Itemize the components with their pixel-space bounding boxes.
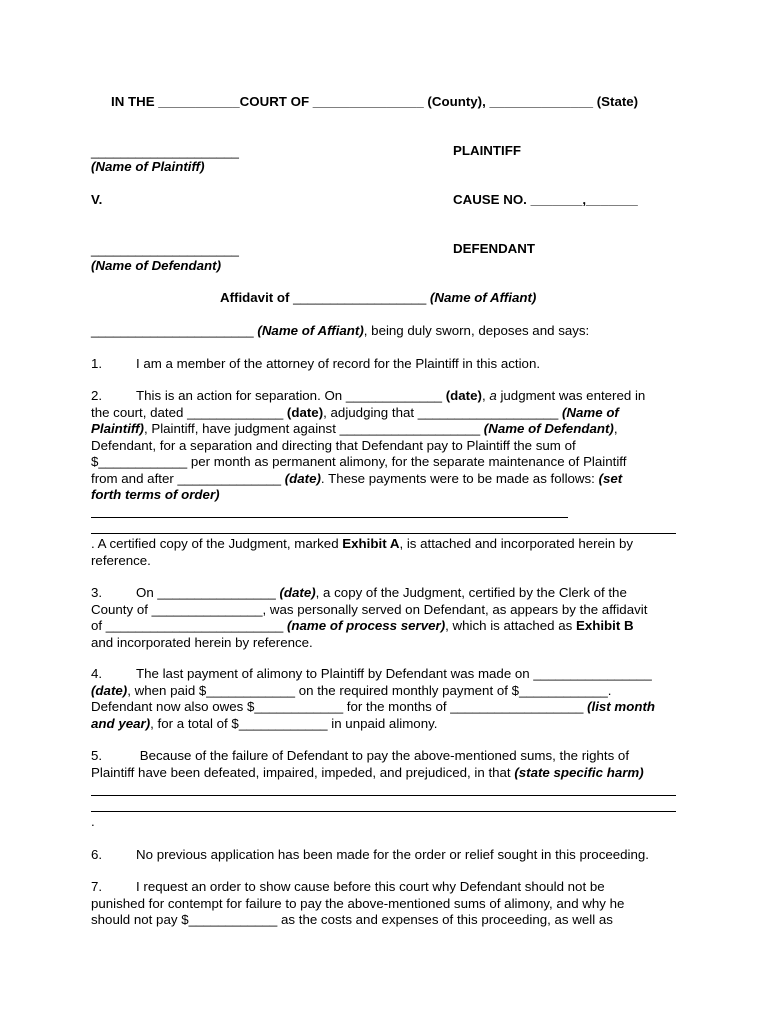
plaintiff-name-label: (Name of Plaintiff) [91,159,205,174]
harm-blank-line-2 [91,811,676,812]
harm-blank-line-1 [91,795,676,796]
paragraph-7 [91,879,681,929]
defendant-name-blank: ____________________ [91,242,239,257]
intro-affiant: (Name of Affiant) [257,323,364,338]
paragraph-number: 5. [91,748,103,763]
paragraph-number: 2. [91,388,103,403]
intro-text: , being duly sworn, deposes and says: [363,323,590,338]
text-run: Defendant, for a separation and directing that Defendant pay to Plaintiff the sum of [91,437,576,453]
caption-in-the: IN THE ___________ [111,94,240,109]
paragraph-2-continued [91,536,681,569]
terms-blank-line-2 [91,533,676,534]
paragraph-text: I am a member of the attorney of record for the Plaintiff in this action. [136,356,541,371]
text-run: Because of the failure of Defendant to pay the above-mentioned sums, the rights of [136,748,630,763]
paragraph-text: No previous application has been made for the order or relief sought in this proceeding. [136,847,649,862]
paragraph-number: 6. [91,847,103,862]
title-affiant: (Name of Affiant) [429,290,537,305]
text-run: . These payments were to be made as follows: [320,470,599,486]
affidavit-title [220,290,536,306]
text-run: , which is attached as [445,618,576,633]
text-run: Plaintiff have been defeated, impaired, impeded, and prejudiced, in that [91,764,515,780]
intro-line [91,323,589,339]
text-run: (Name of [558,404,619,420]
paragraph-6 [91,847,681,864]
caption-court-of: COURT OF [239,94,310,109]
defendant-name-label: (Name of Defendant) [91,258,222,273]
paragraph-1 [91,356,681,373]
text-run: (name of process server) [283,618,446,633]
text-run: . A certified copy of the Judgment, marked [91,536,343,551]
text-run: (Name of Defendant) [480,421,614,436]
paragraph-number: 3. [91,585,103,600]
text-run: and incorporated herein by reference. [91,634,313,650]
defendant-title: DEFENDANT [453,241,535,256]
text-run: judgment was entered in [496,388,646,403]
text-run: The last payment of alimony to Plaintiff by Defendant was made on ________________ [136,666,652,681]
caption-county-blank: _______________ [312,94,424,109]
caption-state-blank: ______________ [489,94,594,109]
text-run: I request an order to show cause before this court why Defendant should not be [136,879,605,894]
text-run: the court, dated _____________ [91,404,284,420]
text-run: , adjudging that ___________________ [323,404,559,420]
text-run: Defendant now also owes $____________ for the months of __________________ [91,699,584,714]
paragraph-4 [91,666,681,732]
text-run: Plaintiff) [91,421,144,436]
text-run: from and after ______________ [91,470,282,486]
paragraph-number: 7. [91,879,103,894]
plaintiff-title: PLAINTIFF [453,143,521,158]
plaintiff-name-blank: ____________________ [91,144,239,159]
text-run: (date) [91,682,128,698]
title-prefix: Affidavit of [220,290,290,305]
text-run: This is an action for separation. On _____________ [136,388,443,403]
text-run: , is attached and incorporated herein by [399,536,634,551]
text-run: (date) [442,388,482,403]
text-run: $____________ per month as permanent alimony, for the separate maintenance of Plaintiff [91,454,627,469]
paragraph-number: 4. [91,666,103,681]
harm-terminator: . [91,814,95,829]
text-run: and year) [91,715,151,731]
text-run: punished for contempt for failure to pay the above-mentioned sums of alimony, and why he [91,895,625,911]
text-run: , when paid $____________ on the required monthly payment of $____________. [127,682,612,698]
terms-blank-line-1 [91,517,568,518]
text-run: of ________________________ [91,618,284,633]
court-caption [111,94,638,110]
paragraph-5 [91,748,681,781]
text-run: , a copy of the Judgment, certified by the Clerk of the [315,585,627,600]
paragraph-3 [91,585,681,651]
caption-state: (State) [596,94,639,109]
intro-blank: ______________________ [91,323,254,338]
text-run: (date) [283,404,324,420]
text-run: (set [598,470,623,486]
text-run: (date) [281,470,321,486]
versus-label: V. [91,192,103,207]
text-run: , Plaintiff, have judgment against ___________________ [143,421,481,436]
text-run: reference. [91,552,151,568]
text-run: a [489,388,497,403]
paragraph-2 [91,388,681,504]
text-run: , for a total of $____________ in unpaid alimony. [150,715,438,731]
text-run: , [613,421,618,436]
text-run: (list month [583,699,656,714]
text-run: (date) [275,585,316,600]
text-run: Exhibit B [575,618,634,633]
text-run: Exhibit A [342,536,400,551]
text-run: should not pay $____________ as the costs and expenses of this proceeding, as well as [91,912,613,927]
caption-county: (County), [427,94,486,109]
text-run: On ________________ [136,585,276,600]
cause-number: CAUSE NO. _______,_______ [453,192,638,207]
text-run: forth terms of order) [91,487,220,502]
text-run: County of _______________, was personally served on Defendant, as appears by the affidavit [91,601,648,617]
title-blank: __________________ [293,290,427,305]
text-run: , [481,388,490,403]
text-run: (state specific harm) [514,764,644,780]
paragraph-number: 1. [91,356,103,371]
